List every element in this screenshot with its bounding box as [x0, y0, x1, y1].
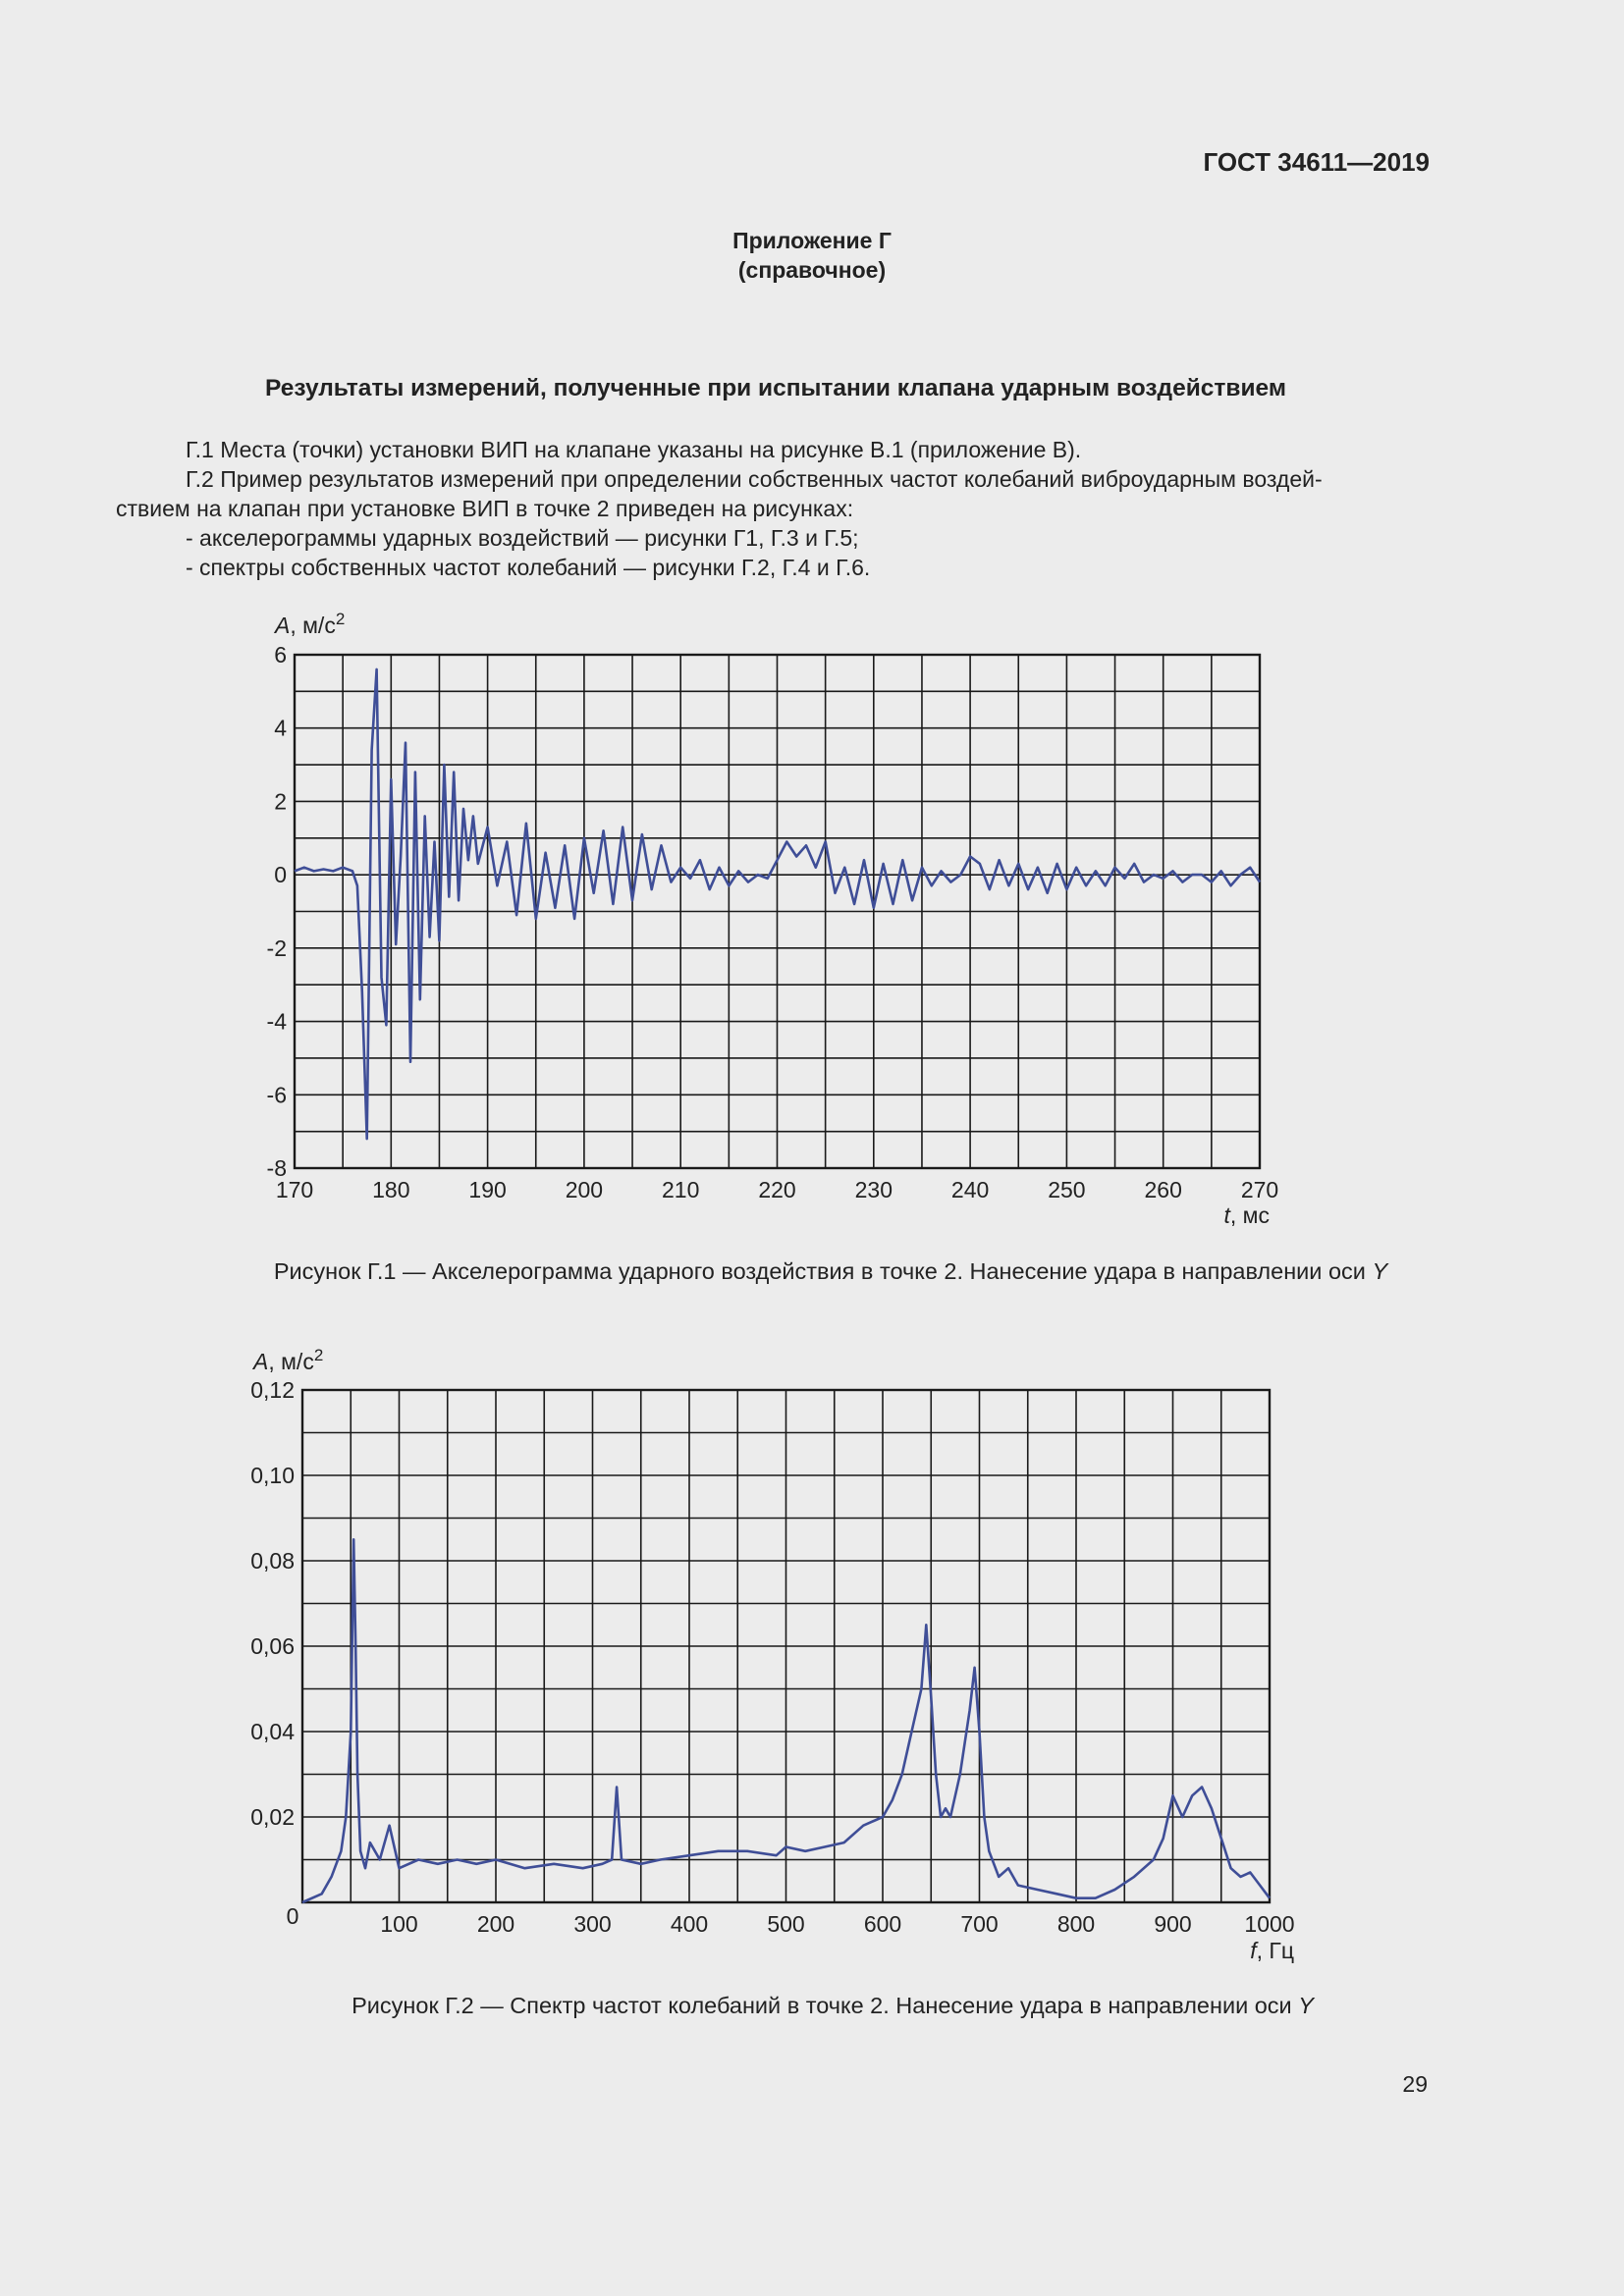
x-axis-label: f, Гц — [1250, 1938, 1294, 1963]
list-item-accelerograms: - акселерограммы ударных воздействий — рисунки Г1, Г.3 и Г.5; — [186, 525, 859, 551]
x-tick-label: 300 — [573, 1911, 612, 1937]
standard-number: ГОСТ 34611—2019 — [1203, 147, 1430, 177]
x-tick-label: 210 — [662, 1177, 700, 1202]
y-tick-label: 0,12 — [250, 1377, 295, 1403]
x-tick-label: 200 — [476, 1911, 515, 1937]
figure-caption-g1: Рисунок Г.1 — Акселерограмма ударного воздействия в точке 2. Нанесение удара в направлении оси Y — [273, 1258, 1388, 1284]
y-tick-label: -2 — [266, 934, 287, 961]
x-tick-label: 0 — [286, 1903, 299, 1929]
x-tick-label: 600 — [863, 1911, 902, 1937]
y-tick-label: 6 — [274, 642, 287, 667]
x-tick-label: 240 — [950, 1177, 990, 1202]
y-tick-label: 0 — [274, 862, 287, 888]
x-tick-label: 220 — [758, 1177, 796, 1202]
x-tick-label: 230 — [854, 1177, 893, 1202]
y-tick-label: 0,06 — [250, 1633, 295, 1659]
y-tick-label: 0,02 — [250, 1804, 295, 1830]
x-tick-label: 700 — [960, 1911, 999, 1937]
x-tick-label: 270 — [1240, 1177, 1279, 1202]
y-tick-label: -6 — [266, 1082, 287, 1108]
y-tick-label: 0,08 — [250, 1548, 295, 1574]
paragraph-g2-line2: ствием на клапан при установке ВИП в точке 2 приведен на рисунках: — [116, 496, 854, 521]
list-item-spectra: - спектры собственных частот колебаний — рисунки Г.2, Г.4 и Г.6. — [186, 555, 871, 580]
y-tick-label: 0,04 — [250, 1719, 295, 1744]
section-title: Результаты измерений, полученные при испытании клапана ударным воздействием — [265, 375, 1286, 401]
x-tick-label: 500 — [767, 1911, 805, 1937]
axis-letter: Y — [1298, 1993, 1314, 2018]
x-tick-label: 170 — [275, 1177, 314, 1202]
y-tick-label: -4 — [266, 1008, 287, 1035]
x-tick-label: 1000 — [1244, 1911, 1295, 1937]
x-axis-label: t, мс — [1223, 1202, 1270, 1228]
page-number: 29 — [1402, 2071, 1428, 2097]
y-axis-label: A, $м/с^2$ — [253, 1346, 324, 1374]
x-tick-label: 200 — [565, 1177, 604, 1202]
appendix-subtitle: (справочное) — [737, 257, 887, 283]
x-tick-label: 250 — [1048, 1177, 1086, 1202]
x-tick-label: 800 — [1056, 1911, 1096, 1937]
y-tick-label: -8 — [266, 1155, 287, 1181]
appendix-title: Приложение Г — [732, 228, 892, 253]
x-tick-label: 100 — [380, 1911, 418, 1937]
figure-caption-g2: Рисунок Г.2 — Спектр частот колебаний в точке 2. Нанесение удара в направлении оси Y — [352, 1993, 1314, 2018]
x-tick-label: 260 — [1144, 1177, 1182, 1202]
x-tick-label: 180 — [372, 1177, 410, 1202]
axis-letter: Y — [1372, 1258, 1388, 1284]
paragraph-g1: Г.1 Места (точки) установки ВИП на клапане указаны на рисунке В.1 (приложение В). — [186, 437, 1082, 462]
x-tick-label: 190 — [468, 1177, 507, 1202]
y-tick-label: 2 — [274, 788, 287, 815]
x-tick-label: 900 — [1154, 1911, 1192, 1937]
paragraph-g2-line1: Г.2 Пример результатов измерений при определении собственных частот колебаний виброударным воздей- — [186, 466, 1323, 492]
x-tick-label: 400 — [670, 1911, 709, 1937]
y-tick-label: 4 — [274, 715, 287, 741]
y-tick-label: 0,10 — [250, 1463, 295, 1488]
y-axis-label: A, $м/с^2$ — [275, 610, 346, 638]
